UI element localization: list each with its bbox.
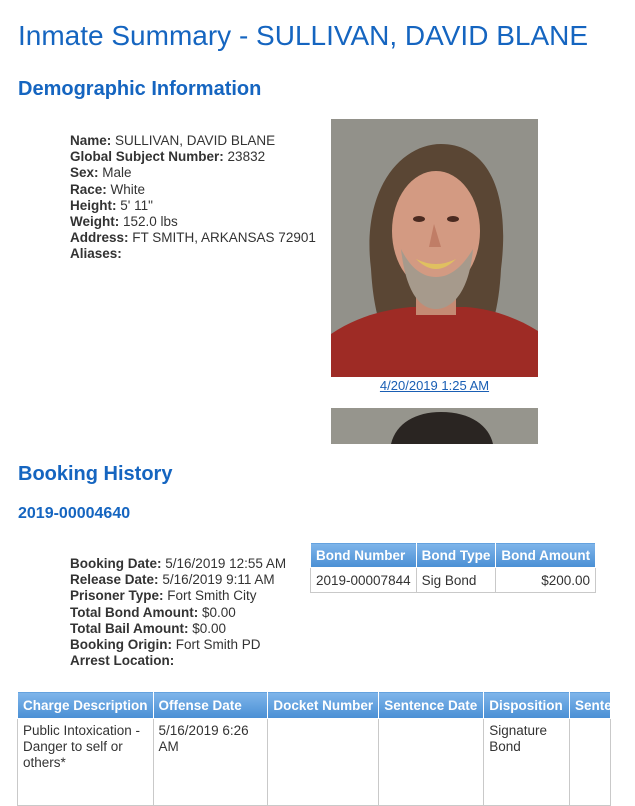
charge-table-header-row: [18, 692, 611, 719]
page-title: Inmate Summary - SULLIVAN, DAVID BLANE: [18, 20, 589, 51]
disposition-header: Disposition: [484, 692, 570, 719]
prisoner-type-value: Fort Smith City: [167, 588, 257, 604]
sentence-cell: [569, 719, 610, 806]
address-value: FT SMITH, ARKANSAS 72901: [132, 230, 316, 246]
photo-date-link[interactable]: 4/20/2019 1:25 AM: [379, 378, 490, 393]
sentence-header: Sentence: [569, 692, 610, 719]
bond-table: [310, 542, 596, 593]
mugshot-container: [331, 119, 538, 393]
demographic-info: [70, 133, 316, 263]
demographic-heading: Demographic Information: [18, 78, 262, 100]
booking-date-row: Booking Date: 5/16/2019 12:55 AM: [70, 556, 287, 571]
booking-origin-value: Fort Smith PD: [175, 637, 261, 653]
race-row: Race: White: [70, 181, 146, 197]
second-mugshot-illustration: [331, 408, 538, 444]
charge-description-cell: Public Intoxication - Danger to self or others*: [18, 719, 154, 806]
release-date-value: 5/16/2019 9:11 AM: [162, 572, 275, 588]
bond-type-header: Bond Type: [416, 543, 496, 568]
second-mugshot-photo: [331, 408, 538, 444]
bond-amount-cell: $200.00: [496, 568, 596, 593]
height-value: 5' 11": [120, 197, 153, 213]
height-row: Height: 5' 11": [70, 197, 153, 213]
total-bond-value: $0.00: [201, 604, 236, 620]
disposition-cell: Signature Bond: [484, 719, 570, 806]
docket-number-cell: [268, 719, 379, 806]
bond-number-header: Bond Number: [311, 543, 417, 568]
booking-date-value: 5/16/2019 12:55 AM: [165, 556, 287, 571]
total-bail-row: Total Bail Amount: $0.00: [70, 620, 227, 636]
mugshot-illustration: [331, 119, 538, 377]
booking-info: [70, 556, 286, 669]
table-row: [311, 568, 596, 593]
subject-number-row: Global Subject Number: 23832: [70, 149, 266, 165]
subject-number-value: 23832: [227, 149, 266, 165]
weight-row: Weight: 152.0 lbs: [70, 214, 178, 230]
sex-row: Sex: Male: [70, 165, 132, 181]
table-row: [18, 719, 611, 806]
prisoner-type-row: Prisoner Type: Fort Smith City: [70, 588, 257, 604]
address-row: Address: FT SMITH, ARKANSAS 72901: [70, 230, 316, 246]
total-bail-value: $0.00: [192, 620, 227, 636]
booking-number: 2019-00004640: [18, 505, 131, 522]
bond-type-cell: Sig Bond: [416, 568, 496, 593]
weight-value: 152.0 lbs: [123, 214, 178, 230]
bond-number-cell: 2019-00007844: [311, 568, 417, 593]
name-row: Name: SULLIVAN, DAVID BLANE: [70, 133, 276, 148]
race-value: White: [110, 181, 146, 197]
total-bond-row: Total Bond Amount: $0.00: [70, 604, 236, 620]
charge-table: [17, 691, 635, 806]
booking-origin-row: Booking Origin: Fort Smith PD: [70, 637, 261, 653]
bond-amount-header: Bond Amount: [496, 543, 596, 568]
bond-table-header-row: [311, 543, 596, 568]
offense-date-header: Offense Date: [153, 692, 268, 719]
booking-history-heading: Booking History: [18, 463, 173, 485]
charge-description-header: Charge Description: [18, 692, 154, 719]
release-date-row: Release Date: 5/16/2019 9:11 AM: [70, 572, 275, 588]
arrest-location-row: Arrest Location:: [70, 653, 175, 669]
mugshot-photo: [331, 119, 538, 377]
sex-value: Male: [102, 165, 132, 181]
sentence-date-header: Sentence Date: [379, 692, 484, 719]
aliases-row: Aliases:: [70, 246, 122, 262]
sentence-date-cell: [379, 719, 484, 806]
offense-date-cell: 5/16/2019 6:26 AM: [153, 719, 268, 806]
name-value: SULLIVAN, DAVID BLANE: [115, 133, 276, 148]
docket-number-header: Docket Number: [268, 692, 379, 719]
